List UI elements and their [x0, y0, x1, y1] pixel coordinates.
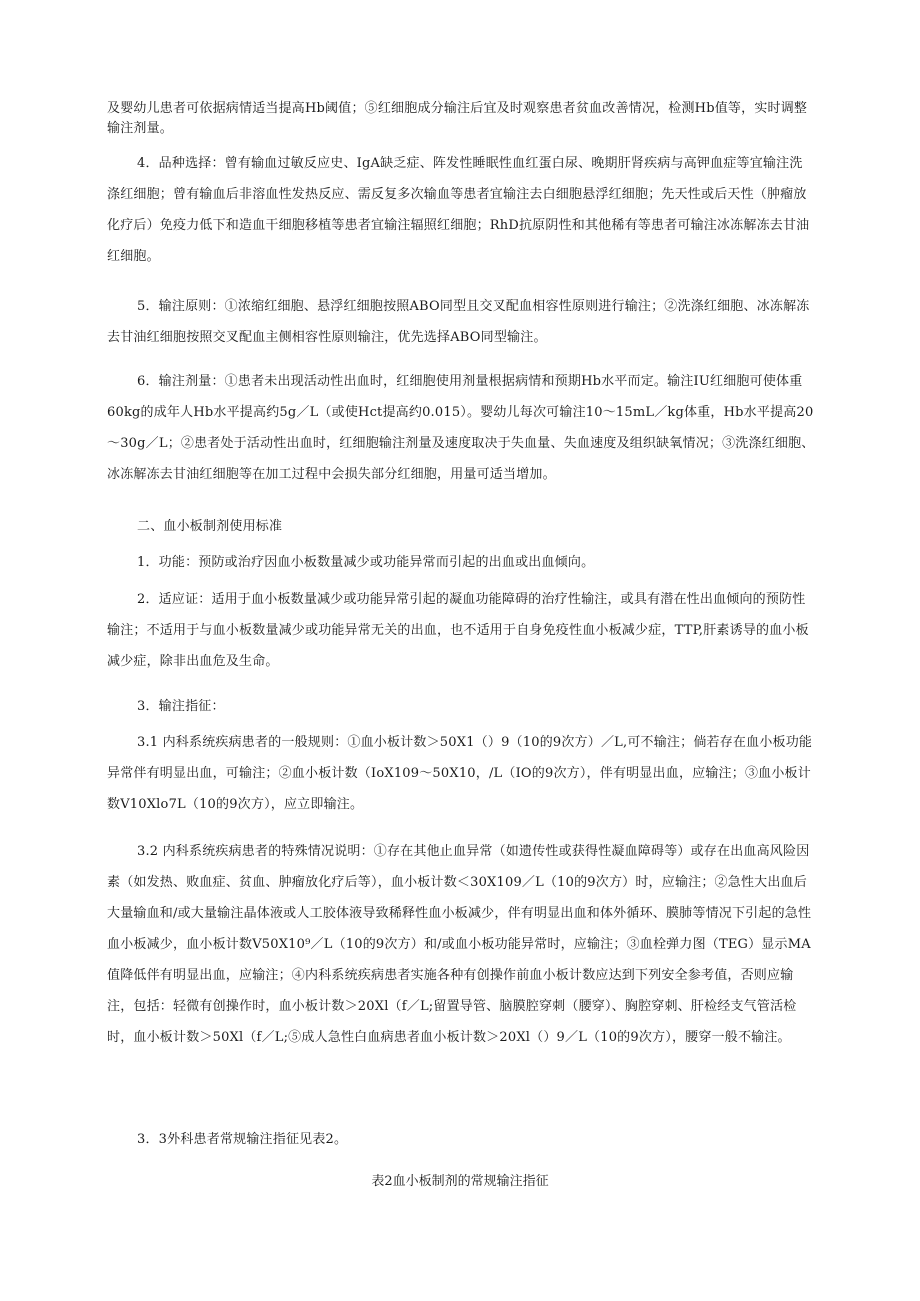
paragraph-surgical-reference: 3．3外科患者常规输注指征见表2。: [137, 1132, 348, 1147]
paragraph-infusion-criteria: 3．输注指征：: [137, 699, 225, 714]
paragraph-infusion-dose: 6．输注剂量：①患者未出现活动性出血时，红细胞使用剂量根据病情和预期Hb水平而定。输注IU红细胞可使体重60kg的成年人Hb水平提高约5g／L（或使Hct提高约0.015）。婴幼儿每次可输注10～15mL／kg体重，Hb水平提高20～30g／L；②患者处于活动性出血时，红细胞输注剂量及速度取决于失血量、失血速度及组织缺氧情况；③洗涤红细胞、冰冻解冻去甘油红细胞等在加工过程中会损失部分红细胞，用量可适当增加。: [107, 374, 815, 482]
paragraph-variety-selection: 4．品种选择：曾有输血过敏反应史、IgA缺乏症、阵发性睡眠性血红蛋白尿、晚期肝肾疾病与高钾血症等宜输注洗涤红细胞；曾有输血后非溶血性发热反应、需反复多次输血等患者宜输注去白细胞悬浮红细胞；先天性或后天性（肿瘤放化疗后）免疫力低下和造血干细胞移植等患者宜输注辐照红细胞；RhD抗原阴性和其他稀有等患者可输注冰冻解冻去甘油红细胞。: [107, 156, 810, 264]
table-caption: 表2血小板制剂的常规输注指征: [371, 1174, 549, 1189]
section-heading-platelet: 二、血小板制剂使用标准: [137, 519, 283, 534]
paragraph-indications: 2．适应证：适用于血小板数量减少或功能异常引起的凝血功能障碍的治疗性输注，或具有潜在性出血倾向的预防性输注；不适用于与血小板数量减少或功能异常无关的出血，也不适用于自身免疫性血小板减少症，TTP,肝素诱导的血小板减少症，除非出血危及生命。: [107, 592, 809, 669]
paragraph-general-rules: 3.1 内科系统疾病患者的一般规则：①血小板计数＞50X1（）9（10的9次方）／L,可不输注；倘若存在血小板功能异常伴有明显出血，可输注；②血小板计数（IoX109～50X10，/L（IO的9次方），伴有明显出血，应输注；③血小板计数V10Xlo7L（10的9次方），应立即输注。: [107, 735, 813, 812]
paragraph-infusion-principle: 5．输注原则：①浓缩红细胞、悬浮红细胞按照ABO同型且交叉配血相容性原则进行输注；②洗涤红细胞、冰冻解冻去甘油红细胞按照交叉配血主侧相容性原则输注，优先选择ABO同型输注。: [107, 299, 810, 345]
paragraph-platelet-function: 1．功能：预防或治疗因血小板数量减少或功能异常而引起的出血或出血倾向。: [137, 555, 595, 570]
paragraph-special-cases: 3.2 内科系统疾病患者的特殊情况说明：①存在其他止血异常（如遗传性或获得性凝血障碍等）或存在出血高风险因素（如发热、败血症、贫血、肿瘤放化疗后等），血小板计数＜30X109／L（10的9次方）时，应输注；②急性大出血后大量输血和/或大量输注晶体液或人工胶体液导致稀释性血小板减少，伴有明显出血和体外循环、膜肺等情况下引起的急性血小板减少，血小板计数V50X10⁹／L（10的9次方）和/或血小板功能异常时，应输注；③血栓弹力图（TEG）显示MA值降低伴有明显出血，应输注；④内科系统疾病患者实施各种有创操作前血小板计数应达到下列安全参考值，否则应输注，包括：轻微有创操作时，血小板计数＞20Xl（f／L;留置导管、脑膜腔穿刺（腰穿）、胸腔穿刺、肝检经支气管活检时，血小板计数＞50Xl（f／L;⑤成人急性白血病患者血小板计数＞20Xl（）9／L（10的9次方），腰穿一般不输注。: [107, 844, 812, 1045]
paragraph-hb-threshold: 及婴幼儿患者可依据病情适当提高Hb阈值；⑤红细胞成分输注后宜及时观察患者贫血改善情况，检测Hb值等，实时调整输注剂量。: [107, 101, 808, 136]
